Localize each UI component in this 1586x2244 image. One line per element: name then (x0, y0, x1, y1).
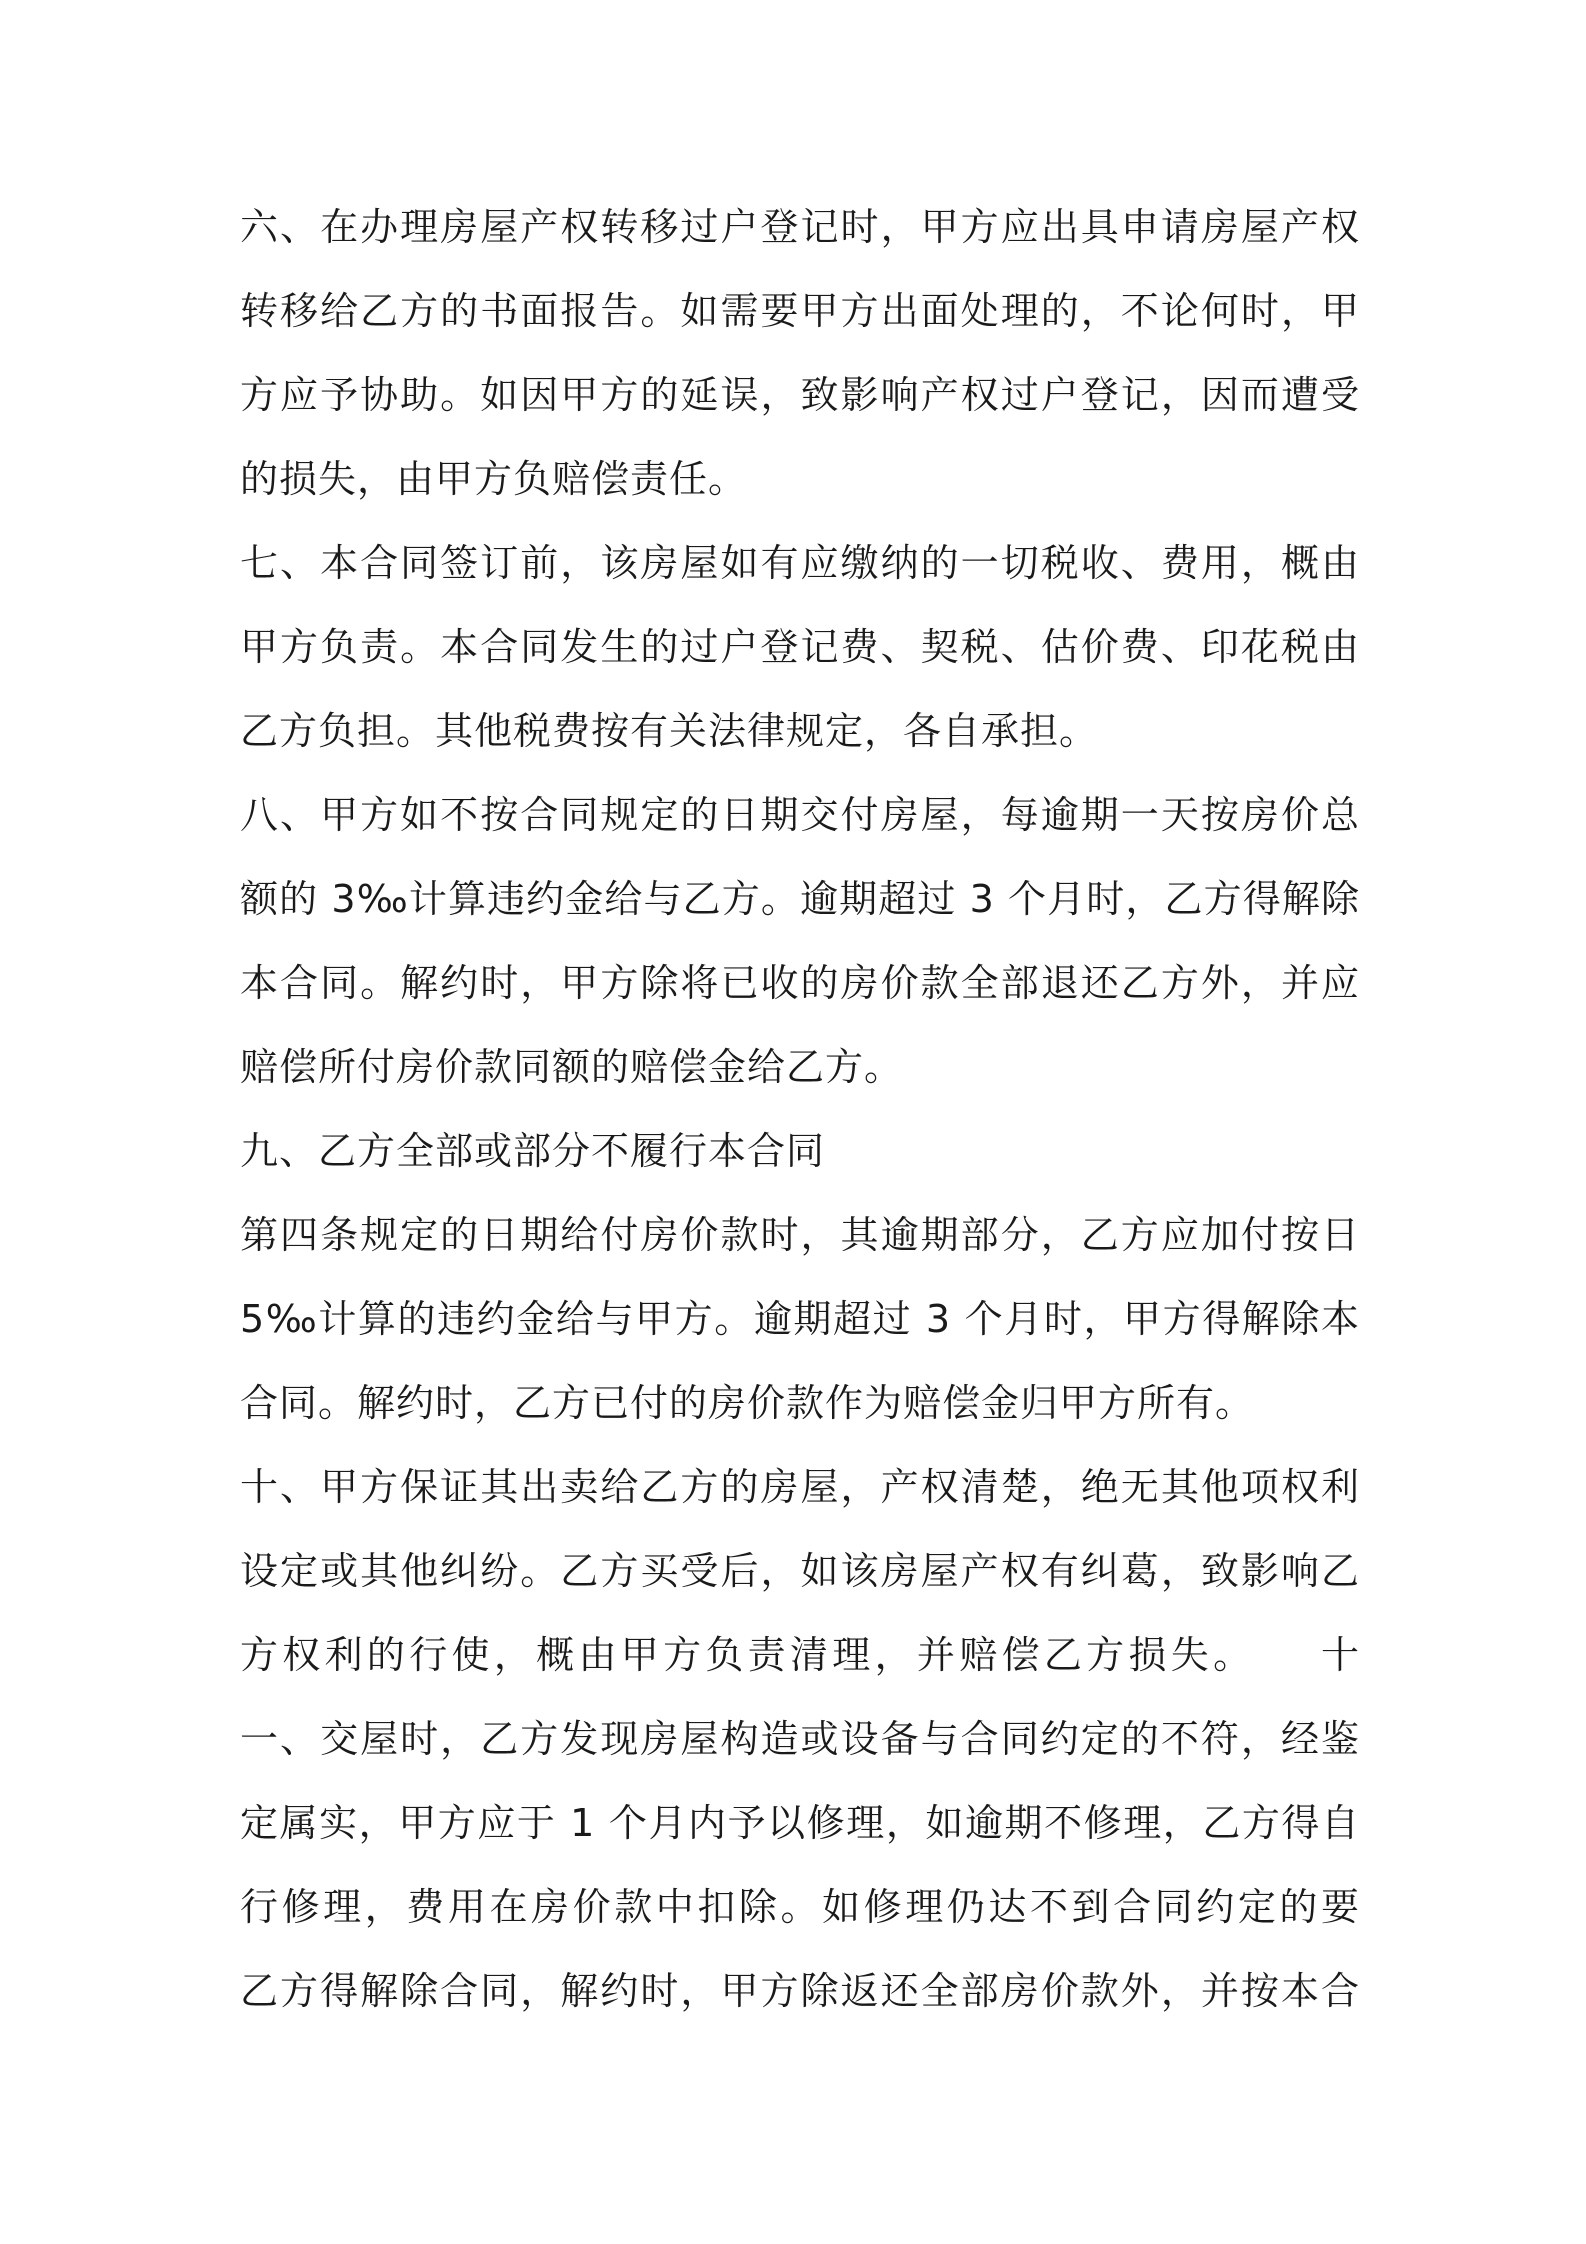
text-line-4: 的损失，由甲方负赔偿责任。 (240, 457, 748, 501)
text-line-15: 合同。解约时，乙方已付的房价款作为赔偿金归甲方所有。 (240, 1381, 1255, 1425)
text-line-9: 额的 3‰计算违约金给与乙方。逾期超过 3 个月时，乙方得解除 (240, 877, 1360, 921)
text-line-20: 定属实，甲方应于 1 个月内予以修理，如逾期不修理，乙方得自 (240, 1801, 1360, 1845)
text-line-17: 设定或其他纠纷。乙方买受后，如该房屋产权有纠葛，致影响乙 (240, 1549, 1360, 1593)
text-line-19: 一、交屋时，乙方发现房屋构造或设备与合同约定的不符，经鉴 (240, 1717, 1360, 1761)
contract-text (240, 185, 1360, 2033)
text-line-13: 第四条规定的日期给付房价款时，其逾期部分，乙方应加付按日 (240, 1213, 1360, 1257)
text-line-6: 甲方负责。本合同发生的过户登记费、契税、估价费、印花税由 (240, 625, 1360, 669)
text-line-14: 5‰计算的违约金给与甲方。逾期超过 3 个月时，甲方得解除本 (240, 1297, 1360, 1341)
text-line-21: 行修理，费用在房价款中扣除。如修理仍达不到合同约定的要 (240, 1885, 1360, 1929)
text-line-1: 六、在办理房屋产权转移过户登记时，甲方应出具申请房屋产权 (240, 205, 1360, 249)
text-line-5: 七、本合同签订前，该房屋如有应缴纳的一切税收、费用，概由 (240, 541, 1360, 585)
text-line-3: 方应予协助。如因甲方的延误，致影响产权过户登记，因而遭受 (240, 373, 1360, 417)
text-line-11: 赔偿所付房价款同额的赔偿金给乙方。 (240, 1045, 904, 1089)
text-line-8: 八、甲方如不按合同规定的日期交付房屋，每逾期一天按房价总 (240, 793, 1360, 837)
text-line-7: 乙方负担。其他税费按有关法律规定，各自承担。 (240, 709, 1099, 753)
text-line-12: 九、乙方全部或部分不履行本合同 (240, 1129, 826, 1173)
text-line-18: 方权利的行使，概由甲方负责清理，并赔偿乙方损失。 十 (240, 1633, 1360, 1677)
text-line-22: 乙方得解除合同，解约时，甲方除返还全部房价款外，并按本合 (240, 1969, 1360, 2013)
text-line-16: 十、甲方保证其出卖给乙方的房屋，产权清楚，绝无其他项权利 (240, 1465, 1360, 1509)
text-line-2: 转移给乙方的书面报告。如需要甲方出面处理的，不论何时，甲 (240, 289, 1360, 333)
text-line-10: 本合同。解约时，甲方除将已收的房价款全部退还乙方外，并应 (240, 961, 1360, 1005)
